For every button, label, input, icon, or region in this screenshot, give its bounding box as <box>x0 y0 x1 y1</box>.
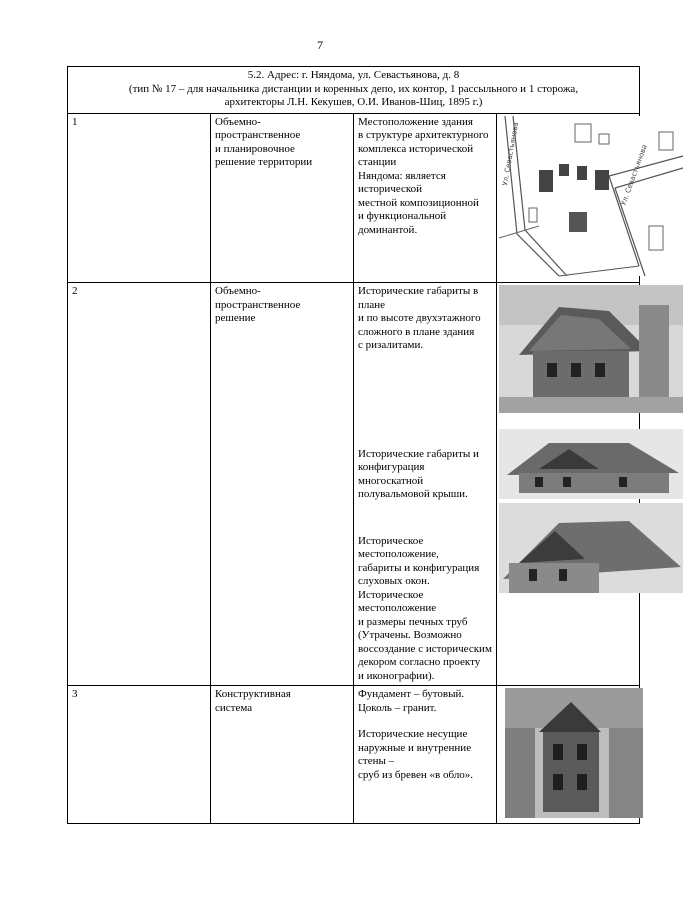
desc-line: и иконографии). <box>358 669 435 682</box>
row-description <box>354 113 497 283</box>
row-number: 1 <box>68 113 211 283</box>
desc-block <box>358 728 492 782</box>
desc-line: слуховых окон. <box>358 575 430 587</box>
desc-line: Фундамент – бутовый. <box>358 688 465 700</box>
title-line: Объемно- <box>215 115 261 128</box>
photos-cell <box>497 283 640 686</box>
desc-line: (Утрачены. Возможно <box>358 629 462 641</box>
roof-photo <box>499 429 683 499</box>
row-description <box>354 686 497 824</box>
architects-line: архитекторы Л.Н. Кекушев, О.И. Иванов-Шиц, 1895 г.) <box>224 96 483 108</box>
row-title <box>211 283 354 686</box>
desc-line: Цоколь – гранит. <box>358 701 437 714</box>
desc-line: Исторические несущие <box>358 728 468 740</box>
type-line: (тип № 17 – для начальника дистанции и коренных депо, их контор, 1 рассыльного и 1 сторожа, <box>128 82 579 95</box>
header-row <box>68 67 640 114</box>
desc-line: конфигурация многоскатной <box>358 461 425 487</box>
title-line: Объемно- <box>215 285 261 297</box>
row-number: 2 <box>68 283 211 686</box>
desc-line: Исторические габариты и <box>358 447 479 460</box>
desc-line: Местоположение здания <box>358 115 473 128</box>
walls-photo-cell <box>497 686 640 824</box>
title-line: система <box>215 701 253 714</box>
desc-block <box>358 285 492 353</box>
map-street-label: Ул. Севастьянова <box>501 121 521 186</box>
site-plan-cell <box>497 113 649 283</box>
row-description <box>354 283 497 686</box>
desc-line: наружные и внутренние стены – <box>358 741 472 767</box>
walls-photo <box>505 688 643 818</box>
title-line: решение <box>215 312 256 324</box>
page-number: 7 <box>317 38 323 52</box>
title-line: и планировочное <box>215 142 295 155</box>
house-photo <box>499 285 683 413</box>
desc-line: и функциональной доминантой. <box>358 210 447 236</box>
row-title <box>211 686 354 824</box>
desc-line: габариты и конфигурация <box>358 561 480 574</box>
desc-line: с ризалитами. <box>358 339 424 351</box>
row-title <box>211 113 354 283</box>
desc-line: сруб из бревен «в обло». <box>358 768 474 781</box>
desc-line: полувальмовой крыши. <box>358 488 468 500</box>
site-plan-map <box>499 116 683 276</box>
desc-line: Исторические габариты в плане <box>358 285 479 311</box>
title-line: Конструктивная <box>215 688 291 700</box>
desc-line: Няндома: является исторической <box>358 169 446 195</box>
desc-line: воссоздание с историческим <box>358 642 492 655</box>
desc-line: Историческое местоположение, <box>358 534 439 560</box>
table-row <box>68 113 640 283</box>
monument-table <box>67 66 649 824</box>
desc-line: комплекса исторической станции <box>358 142 474 168</box>
title-line: решение территории <box>215 156 313 168</box>
desc-line: и размеры печных труб <box>358 615 468 628</box>
desc-line: и по высоте двухэтажного <box>358 312 481 324</box>
desc-line: декором согласно проекту <box>358 656 481 668</box>
desc-block <box>358 535 492 684</box>
desc-block <box>358 448 492 502</box>
desc-line: Историческое местоположение <box>358 588 437 614</box>
desc-line: местной композиционной <box>358 196 479 209</box>
dormers-photo <box>499 503 683 593</box>
address-line: 5.2. Адрес: г. Няндома, ул. Севастьянова, д. 8 <box>247 69 460 81</box>
table-row <box>68 686 640 824</box>
title-line: пространственное <box>215 129 301 141</box>
title-line: пространственное <box>215 298 301 311</box>
row-number: 3 <box>68 686 211 824</box>
desc-line: сложного в плане здания <box>358 325 475 338</box>
map-street-label: Ул. Севастьянова <box>619 142 649 207</box>
address-header <box>68 67 640 114</box>
desc-line: в структуре архитектурного <box>358 129 489 141</box>
desc-block <box>358 688 492 715</box>
table-row <box>68 283 640 686</box>
